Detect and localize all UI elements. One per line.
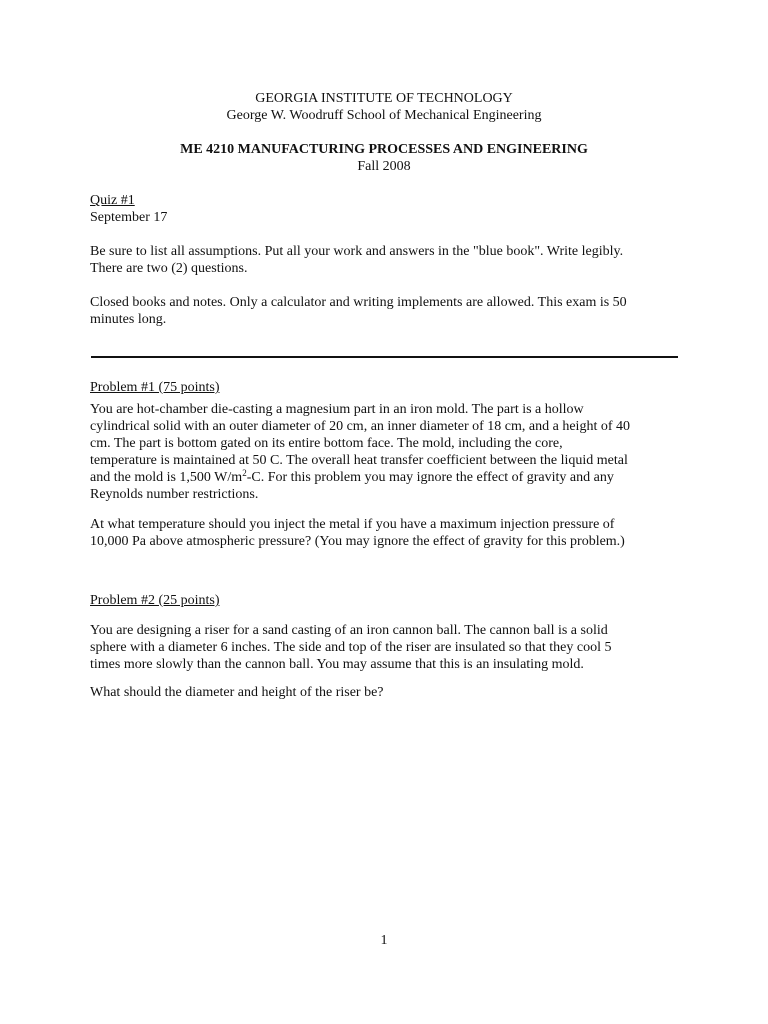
quiz-date: September 17 — [90, 210, 168, 225]
problem-1-line: You are hot-chamber die-casting a magnesium part in an iron mold. The part is a hollow — [90, 402, 584, 417]
problem-2-line: sphere with a diameter 6 inches. The side and top of the riser are insulated so that they cool 5 — [90, 640, 612, 655]
problem-2-heading-block — [90, 592, 690, 609]
problem-2-statement — [90, 622, 690, 673]
instructions-line: Be sure to list all assumptions. Put all your work and answers in the "blue book". Write legibly. — [90, 244, 624, 259]
school-name: George W. Woodruff School of Mechanical Engineering — [226, 108, 542, 123]
instructions-line: minutes long. — [90, 312, 167, 327]
page-number: 1 — [380, 933, 388, 948]
quiz-info — [90, 192, 690, 226]
instructions-paragraph-2 — [90, 294, 690, 328]
problem-1-question-line: 10,000 Pa above atmospheric pressure? (You may ignore the effect of gravity for this problem.) — [90, 534, 625, 549]
superscript: 2 — [242, 468, 247, 478]
problem-1-heading: Problem #1 (75 points) — [90, 380, 220, 395]
problem-2-line: times more slowly than the cannon ball. You may assume that this is an insulating mold. — [90, 657, 584, 672]
problem-1-line: cylindrical solid with an outer diameter of 20 cm, an inner diameter of 18 cm, and a height of 40 — [90, 419, 630, 434]
problem-2-question-line: What should the diameter and height of the riser be? — [90, 685, 384, 700]
problem-1-heading-block — [90, 379, 690, 396]
section-divider — [91, 356, 678, 358]
problem-1-statement — [90, 401, 690, 503]
institution-name: GEORGIA INSTITUTE OF TECHNOLOGY — [255, 91, 513, 106]
problem-1-question — [90, 516, 690, 550]
term: Fall 2008 — [357, 159, 411, 174]
problem-1-line5-start: and the mold is 1,500 W/m — [90, 470, 243, 485]
course-title: ME 4210 MANUFACTURING PROCESSES AND ENGINEERING — [180, 142, 588, 157]
problem-1-line — [90, 469, 690, 486]
problem-2-line: You are designing a riser for a sand casting of an iron cannon ball. The cannon ball is a solid — [90, 623, 608, 638]
problem-1-question-line: At what temperature should you inject the metal if you have a maximum injection pressure of — [90, 517, 615, 532]
instructions-line: Closed books and notes. Only a calculator and writing implements are allowed. This exam is 50 — [90, 295, 627, 310]
quiz-title: Quiz #1 — [90, 193, 135, 208]
instructions-paragraph-1 — [90, 243, 690, 277]
problem-2-heading: Problem #2 (25 points) — [90, 593, 220, 608]
problem-1-line: temperature is maintained at 50 C. The overall heat transfer coefficient between the liquid metal — [90, 453, 628, 468]
problem-1-line: cm. The part is bottom gated on its entire bottom face. The mold, including the core, — [90, 436, 563, 451]
problem-1-line5-end: -C. For this problem you may ignore the effect of gravity and any — [246, 470, 614, 485]
instructions-line: There are two (2) questions. — [90, 261, 248, 276]
problem-1-line: Reynolds number restrictions. — [90, 487, 259, 502]
problem-2-question — [90, 684, 690, 701]
